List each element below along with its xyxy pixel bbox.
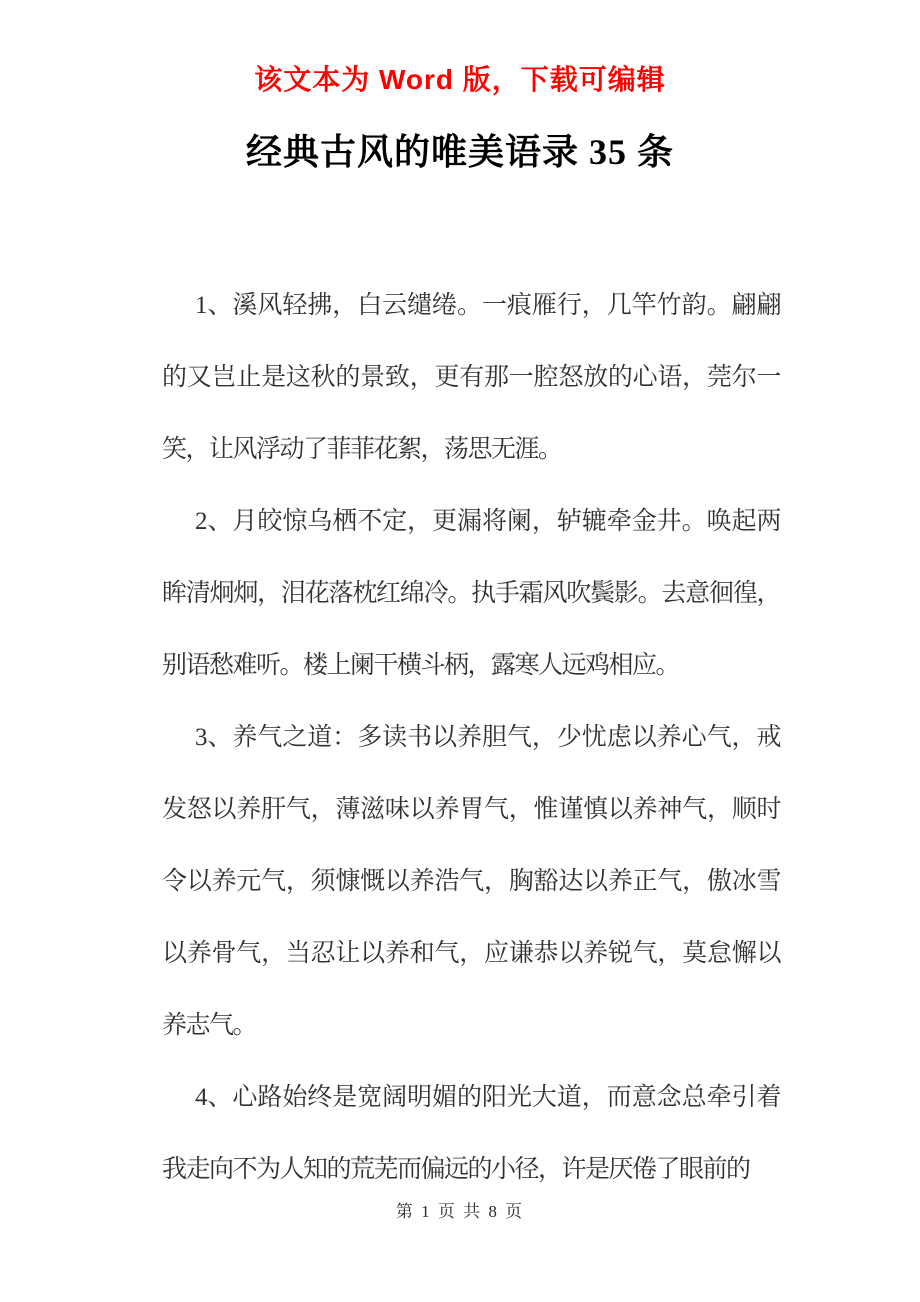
document-body [162,270,780,1206]
paragraph-2-line-2: 眸清炯炯，泪花落枕红绵冷。执手霜风吹鬓影。去意徊徨， [162,580,780,607]
paragraph-3-line-2: 发怒以养肝气，薄滋味以养胃气，惟谨慎以养神气，顺时 [162,796,780,823]
page-number-footer: 第 1 页 共 8 页 [395,1202,525,1221]
paragraph-1-line-2: 的又岂止是这秋的景致，更有那一腔怒放的心语，莞尔一 [162,364,780,391]
paragraph-3-line-4: 以养骨气，当忍让以养和气，应谦恭以养锐气，莫怠懈以 [162,940,780,967]
paragraph-3-line-5: 养志气。 [162,1012,257,1039]
paragraph-2-line-3: 别语愁难听。楼上阑干横斗柄，露寒人远鸡相应。 [162,652,680,679]
paragraph-4-line-2: 我走向不为人知的荒芜而偏远的小径，许是厌倦了眼前的 [162,1156,750,1183]
paragraph-3-line-1: 3、养气之道：多读书以养胆气，少忧虑以养心气，戒 [195,724,780,751]
paragraph-4-line-1: 4、心路始终是宽阔明媚的阳光大道，而意念总牵引着 [195,1084,780,1111]
paragraph-2-line-1: 2、月皎惊乌栖不定，更漏将阑，轳辘牵金井。唤起两 [195,508,780,535]
paragraph-3-line-3: 令以养元气，须慷慨以养浩气，胸豁达以养正气，傲冰雪 [162,868,780,895]
document-title: 经典古风的唯美语录 35 条 [245,132,674,172]
paragraph-1-line-3: 笑，让风浮动了菲菲花絮，荡思无涯。 [162,436,562,463]
word-version-notice-link[interactable]: 该文本为 Word 版，下载可编辑 [254,64,666,95]
paragraph-1-line-1: 1、溪风轻拂，白云缱绻。一痕雁行，几竿竹韵。翩翩 [195,292,780,319]
